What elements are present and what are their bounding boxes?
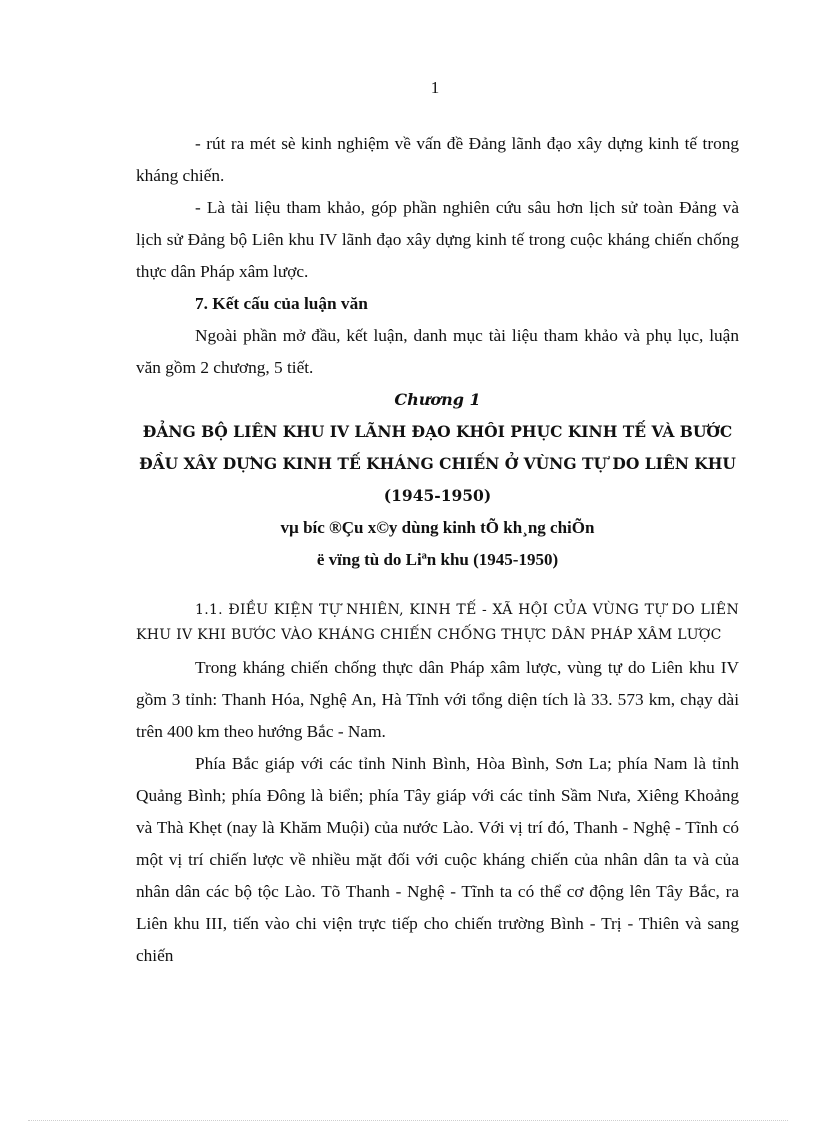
- section-1-1-paragraph: Trong kháng chiến chống thực dân Pháp xâm lược, vùng tự do Liên khu IV gồm 3 tỉnh: Thanh Hóa, Nghệ An, Hà Tĩnh với tổng diện tích là 33. 573 km, chạy dài trên 400 km theo hướng Bắc - Nam.: [136, 658, 739, 741]
- spacer: [136, 576, 739, 598]
- chapter-title: ĐẢNG BỘ LIÊN KHU IV LÃNH ĐẠO KHÔI PHỤC KINH TẾ VÀ BƯỚC ĐẦU XÂY DỰNG KINH TẾ KHÁNG CHIẾN Ở VÙNG TỰ DO LIÊN KHU (1945-1950): [139, 422, 736, 505]
- page-number: 1: [430, 78, 440, 97]
- chapter-subtitle-garbled-line-2: ë vïng tù do Liªn khu (1945-1950): [316, 550, 559, 569]
- page-bottom-rule: [28, 1120, 788, 1121]
- chapter-label: Chương 1: [394, 390, 481, 409]
- chapter-subtitle-garbled-line-1: vµ bíc ®Çu x©y dùng kinh tÕ kh¸ng chiÕn: [280, 518, 595, 537]
- body-paragraph: - rút ra mét sè kinh nghiệm về vấn đề Đảng lãnh đạo xây dựng kinh tế trong kháng chiến.: [136, 134, 739, 185]
- section-7-heading: 7. Kết cấu của luận văn: [195, 294, 368, 313]
- section-1-1-heading: 1.1. ĐIỀU KIỆN TỰ NHIÊN, KINH TẾ - XÃ HỘI CỦA VÙNG TỰ DO LIÊN KHU IV KHI BƯỚC VÀO KHÁNG CHIẾN CHỐNG THỰC DÂN PHÁP XÂM LƯỢC: [136, 602, 739, 643]
- document-body: [136, 128, 739, 972]
- body-paragraph: - Là tài liệu tham khảo, góp phần nghiên cứu sâu hơn lịch sử toàn Đảng và lịch sử Đảng bộ Liên khu IV lãnh đạo xây dựng kinh tế trong cuộc kháng chiến chống thực dân Pháp xâm lược.: [136, 198, 739, 281]
- section-1-1-paragraph: Phía Bắc giáp với các tỉnh Ninh Bình, Hòa Bình, Sơn La; phía Nam là tỉnh Quảng Bình; phía Đông là biển; phía Tây giáp với các tỉnh Sầm Nưa, Xiêng Khoảng và Thà Khẹt (nay là Khăm Muội) của nước Lào. Với vị trí đó, Thanh - Nghệ - Tĩnh có một vị trí chiến lược về nhiều mặt đối với cuộc kháng chiến của nhân dân ta và của nhân dân các bộ tộc Lào. Tõ Thanh - Nghệ - Tĩnh ta có thể cơ động lên Tây Bắc, ra Liên khu III, tiến vào chi viện trực tiếp cho chiến trường Bình - Trị - Thiên và sang chiến: [136, 754, 739, 965]
- section-7-paragraph: Ngoài phần mở đầu, kết luận, danh mục tài liệu tham khảo và phụ lục, luận văn gồm 2 chương, 5 tiết.: [136, 326, 739, 377]
